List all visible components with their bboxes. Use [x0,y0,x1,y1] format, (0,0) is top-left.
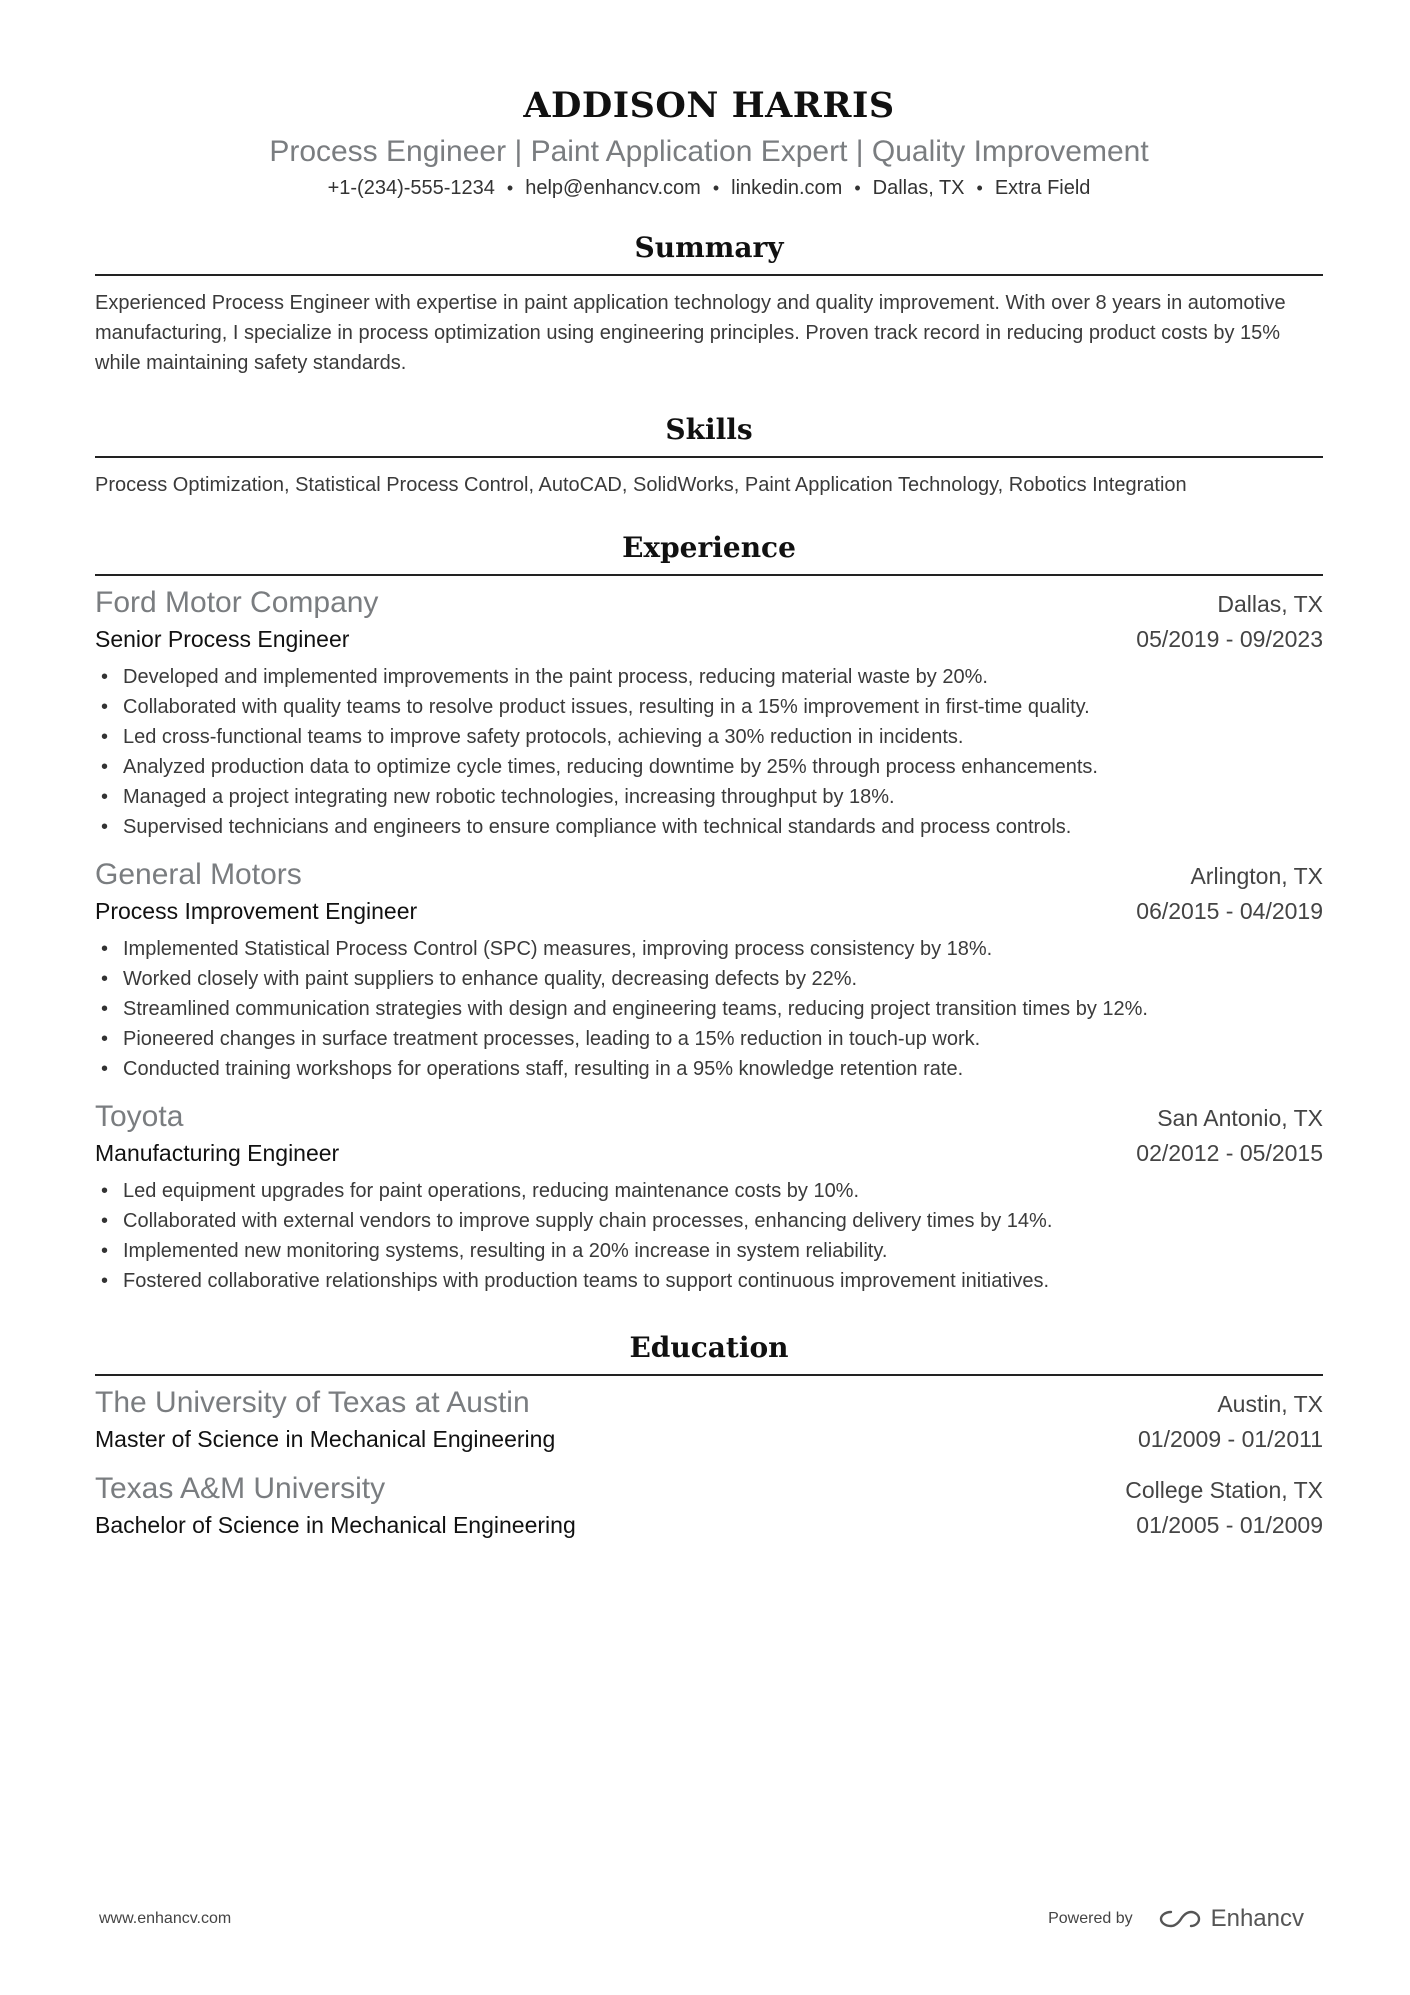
experience-entry [95,856,1323,1084]
list-item: • Fostered collaborative relationships with production teams to support continuous improvement initiatives. [95,1266,1323,1296]
contact-email[interactable]: help@enhancv.com [525,177,701,199]
entry-degree-row [95,1508,1323,1542]
list-item: • Worked closely with paint suppliers to enhance quality, decreasing defects by 22%. [95,964,1323,994]
achievement-list [95,1176,1323,1296]
entry-header-row [95,856,1323,894]
job-location: Dallas, TX [1217,591,1323,617]
school-location: Austin, TX [1217,1391,1323,1417]
contact-linkedin[interactable]: linkedin.com [731,177,843,199]
entry-role-row [95,622,1323,656]
job-dates: 02/2012 - 05/2015 [1136,1140,1323,1166]
job-location: San Antonio, TX [1157,1105,1323,1131]
achievement-list [95,934,1323,1084]
list-item: • Implemented new monitoring systems, resulting in a 20% increase in system reliability. [95,1236,1323,1266]
job-title: Manufacturing Engineer [95,1140,340,1166]
education-section [95,1330,1323,1542]
education-entry [95,1384,1323,1456]
list-item: • Implemented Statistical Process Control (SPC) measures, improving process consistency by 18%. [95,934,1323,964]
entry-degree-row [95,1422,1323,1456]
section-title-summary: Summary [95,230,1323,276]
powered-by [1048,1905,1304,1933]
experience-entry [95,1098,1323,1296]
entry-header-row [95,1470,1323,1508]
footer-website-link[interactable]: www.enhancv.com [99,1910,232,1927]
job-title: Process Improvement Engineer [95,898,418,924]
skills-list: Process Optimization, Statistical Process Control, AutoCAD, SolidWorks, Paint Application Technology, Robotics Integration [95,474,1187,496]
entry-header-row [95,1098,1323,1136]
list-item: • Led equipment upgrades for paint operations, reducing maintenance costs by 10%. [95,1176,1323,1206]
resume-page [95,0,1323,1542]
list-item: • Supervised technicians and engineers to ensure compliance with technical standards and process controls. [95,812,1323,842]
contact-location: Dallas, TX [872,177,965,199]
school-name: The University of Texas at Austin [95,1386,530,1419]
powered-by-label: Powered by [1048,1910,1133,1927]
list-item: • Pioneered changes in surface treatment processes, leading to a 15% reduction in touch-up work. [95,1024,1323,1054]
degree-title: Bachelor of Science in Mechanical Engineering [95,1512,576,1538]
contact-line [95,174,1323,202]
list-item: • Collaborated with external vendors to improve supply chain processes, enhancing delivery times by 14%. [95,1206,1323,1236]
separator-dot: • [976,178,983,198]
section-title-experience: Experience [95,530,1323,576]
section-title-skills: Skills [95,412,1323,458]
degree-title: Master of Science in Mechanical Engineering [95,1426,556,1452]
enhancv-logo-icon [1157,1907,1203,1931]
job-location: Arlington, TX [1190,863,1323,889]
list-item: • Developed and implemented improvements in the paint process, reducing material waste by 20%. [95,662,1323,692]
entry-role-row [95,894,1323,928]
summary-section [95,230,1323,378]
list-item: • Analyzed production data to optimize cycle times, reducing downtime by 25% through process enhancements. [95,752,1323,782]
experience-entry [95,584,1323,842]
list-item: • Conducted training workshops for operations staff, resulting in a 95% knowledge retention rate. [95,1054,1323,1084]
separator-dot: • [854,178,861,198]
page-footer [99,1905,1304,1933]
entry-header-row [95,584,1323,622]
contact-extra: Extra Field [994,177,1091,199]
brand-logo[interactable] [1157,1905,1304,1933]
contact-phone: +1-(234)-555-1234 [327,177,495,199]
list-item: • Streamlined communication strategies with design and engineering teams, reducing project transition times by 12%. [95,994,1323,1024]
entry-header-row [95,1384,1323,1422]
summary-text: Experienced Process Engineer with expertise in paint application technology and quality improvement. With over 8 years in automotive manufacturing, I specialize in process optimization using engineering principles. Proven track record in reducing product costs by 15% while maintaining safety standards. [95,292,1286,374]
list-item: • Collaborated with quality teams to resolve product issues, resulting in a 15% improvement in first-time quality. [95,692,1323,722]
experience-section [95,530,1323,1296]
job-dates: 05/2019 - 09/2023 [1136,626,1323,652]
candidate-name: ADDISON HARRIS [523,85,895,126]
skills-section [95,412,1323,500]
school-location: College Station, TX [1125,1477,1323,1503]
brand-name: Enhancv [1210,1905,1304,1932]
job-title: Senior Process Engineer [95,626,350,652]
school-name: Texas A&M University [95,1472,386,1505]
job-dates: 06/2015 - 04/2019 [1136,898,1323,924]
education-dates: 01/2005 - 01/2009 [1136,1512,1323,1538]
resume-header [95,0,1323,202]
company-name: General Motors [95,858,302,891]
separator-dot: • [506,178,514,198]
candidate-headline: Process Engineer | Paint Application Expert | Quality Improvement [269,135,1149,168]
entry-role-row [95,1136,1323,1170]
achievement-list [95,662,1323,842]
company-name: Toyota [95,1100,184,1133]
section-title-education: Education [95,1330,1323,1376]
company-name: Ford Motor Company [95,586,379,619]
education-entry [95,1470,1323,1542]
list-item: • Led cross-functional teams to improve safety protocols, achieving a 30% reduction in incidents. [95,722,1323,752]
list-item: • Managed a project integrating new robotic technologies, increasing throughput by 18%. [95,782,1323,812]
education-dates: 01/2009 - 01/2011 [1137,1426,1323,1452]
separator-dot: • [712,178,720,198]
